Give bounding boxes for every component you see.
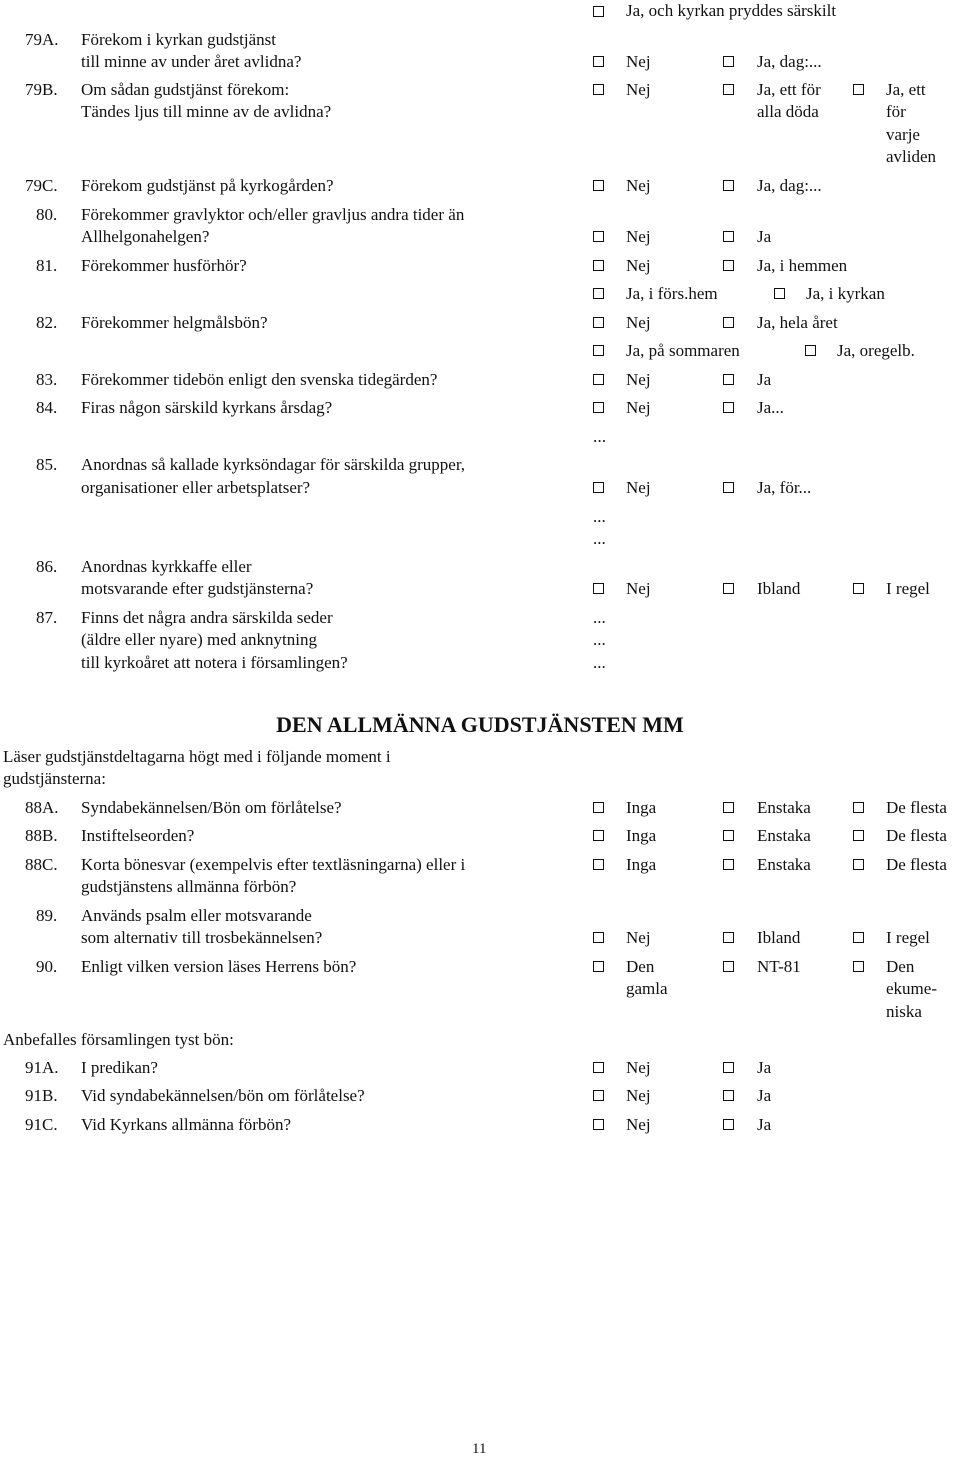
checkbox-88b-deflesta[interactable] [853, 830, 864, 841]
question-number-82: 82. [36, 313, 58, 332]
option-85-nej: Nej [626, 478, 651, 497]
question-number-91c: 91C. [25, 1115, 58, 1134]
checkbox-79a-top[interactable] [593, 6, 604, 17]
checkbox-81-hemmen[interactable] [723, 260, 734, 271]
option-79b-ja-varje-l2: för [886, 102, 906, 121]
option-88a-inga: Inga [626, 798, 657, 817]
question-79a-line1: Förekom i kyrkan gudstjänst [81, 30, 277, 49]
question-89-line1: Används psalm eller motsvarande [81, 906, 312, 925]
question-81: Förekommer husförhör? [81, 256, 247, 275]
option-81-kyrkan: Ja, i kyrkan [806, 284, 885, 303]
checkbox-88c-enstaka[interactable] [723, 859, 734, 870]
option-88a-enstaka: Enstaka [757, 798, 811, 817]
checkbox-91a-nej[interactable] [593, 1062, 604, 1073]
option-82-nej: Nej [626, 313, 651, 332]
question-number-89: 89. [36, 906, 58, 925]
checkbox-81-kyrkan[interactable] [774, 288, 785, 299]
option-90-gamla-l2: gamla [626, 979, 668, 998]
checkbox-88b-enstaka[interactable] [723, 830, 734, 841]
question-number-91a: 91A. [25, 1058, 59, 1077]
question-88c-line2: gudstjänstens allmänna förbön? [81, 877, 297, 896]
option-79c-ja: Ja, dag:... [757, 176, 822, 195]
option-79b-ja-varje-l4: avliden [886, 147, 937, 166]
checkbox-91b-ja[interactable] [723, 1090, 734, 1101]
question-79a-line2: till minne av under året avlidna? [81, 52, 302, 71]
question-number-88a: 88A. [25, 798, 59, 817]
option-79b-ja-varje-l3: varje [886, 125, 920, 144]
question-91c: Vid Kyrkans allmänna förbön? [81, 1115, 292, 1134]
option-91c-nej: Nej [626, 1115, 651, 1134]
answer-line-87-2[interactable]: ... [593, 630, 606, 649]
question-number-81: 81. [36, 256, 58, 275]
checkbox-82-sommaren[interactable] [593, 345, 604, 356]
option-90-ekumeniska-l2: ekume- [886, 979, 937, 998]
option-81-hemmen: Ja, i hemmen [757, 256, 848, 275]
option-79b-nej: Nej [626, 80, 651, 99]
option-88c-enstaka: Enstaka [757, 855, 811, 874]
option-88b-deflesta: De flesta [886, 826, 947, 845]
question-number-80: 80. [36, 205, 58, 224]
checkbox-91a-ja[interactable] [723, 1062, 734, 1073]
question-79b-line2: Tändes ljus till minne av de avlidna? [81, 102, 332, 121]
checkbox-80-nej[interactable] [593, 231, 604, 242]
question-91a: I predikan? [81, 1058, 158, 1077]
option-89-ibland: Ibland [757, 928, 801, 947]
intro-text-line1: Läser gudstjänstdeltagarna högt med i följande moment i [3, 747, 391, 766]
option-81-forshem: Ja, i förs.hem [626, 284, 718, 303]
question-87-line1: Finns det några andra särskilda seder [81, 608, 333, 627]
option-88b-inga: Inga [626, 826, 657, 845]
question-number-90: 90. [36, 957, 58, 976]
option-86-iregel: I regel [886, 579, 930, 598]
answer-line-85-2[interactable]: ... [593, 529, 606, 548]
option-81-nej: Nej [626, 256, 651, 275]
checkbox-88c-inga[interactable] [593, 859, 604, 870]
checkbox-89-iregel[interactable] [853, 932, 864, 943]
option-82-hela: Ja, hela året [757, 313, 838, 332]
question-86-line1: Anordnas kyrkkaffe eller [81, 557, 252, 576]
checkbox-86-iregel[interactable] [853, 583, 864, 594]
option-79b-ja-varje-l1: Ja, ett [886, 80, 926, 99]
option-80-ja: Ja [757, 227, 772, 246]
checkbox-79b-ja-varje[interactable] [853, 84, 864, 95]
answer-line-84[interactable]: ... [593, 427, 607, 446]
option-84-nej: Nej [626, 398, 651, 417]
checkbox-85-ja[interactable] [723, 482, 734, 493]
option-89-nej: Nej [626, 928, 651, 947]
option-79b-ja-alla-l2: alla döda [757, 102, 819, 121]
option-90-ekumeniska-l3: niska [886, 1002, 922, 1021]
question-number-87: 87. [36, 608, 58, 627]
question-80-line1: Förekommer gravlyktor och/eller gravljus andra tider än [81, 205, 465, 224]
question-number-88b: 88B. [25, 826, 58, 845]
option-82-oregelb: Ja, oregelb. [837, 341, 915, 360]
option-90-nt81: NT-81 [757, 957, 801, 976]
option-84-ja: Ja... [757, 398, 784, 417]
checkbox-86-nej[interactable] [593, 583, 604, 594]
option-90-ekumeniska-l1: Den [886, 957, 915, 976]
option-91a-nej: Nej [626, 1058, 651, 1077]
checkbox-81-forshem[interactable] [593, 288, 604, 299]
option-88b-enstaka: Enstaka [757, 826, 811, 845]
option-82-sommaren: Ja, på sommaren [626, 341, 740, 360]
question-84: Firas någon särskild kyrkans årsdag? [81, 398, 333, 417]
question-90: Enligt vilken version läses Herrens bön? [81, 957, 357, 976]
checkbox-79b-nej[interactable] [593, 84, 604, 95]
checkbox-88a-enstaka[interactable] [723, 802, 734, 813]
answer-line-87-3[interactable]: ... [593, 653, 606, 672]
option-91c-ja: Ja [757, 1115, 772, 1134]
option-86-ibland: Ibland [757, 579, 801, 598]
option-79a-top: Ja, och kyrkan pryddes särskilt [626, 1, 837, 20]
checkbox-89-ibland[interactable] [723, 932, 734, 943]
checkbox-88a-deflesta[interactable] [853, 802, 864, 813]
question-87-line2: (äldre eller nyare) med anknytning [81, 630, 318, 649]
option-91a-ja: Ja [757, 1058, 772, 1077]
checkbox-82-nej[interactable] [593, 317, 604, 328]
question-85-line2: organisationer eller arbetsplatser? [81, 478, 311, 497]
question-number-79c: 79C. [25, 176, 58, 195]
option-88c-inga: Inga [626, 855, 657, 874]
checkbox-84-nej[interactable] [593, 402, 604, 413]
question-number-91b: 91B. [25, 1086, 58, 1105]
option-88c-deflesta: De flesta [886, 855, 947, 874]
question-number-84: 84. [36, 398, 58, 417]
page-number: 11 [472, 1441, 487, 1457]
question-85-line1: Anordnas så kallade kyrksöndagar för särskilda grupper, [81, 455, 466, 474]
checkbox-79a-ja[interactable] [723, 56, 734, 67]
checkbox-90-gamla[interactable] [593, 961, 604, 972]
question-number-88c: 88C. [25, 855, 58, 874]
option-88a-deflesta: De flesta [886, 798, 947, 817]
checkbox-86-ibland[interactable] [723, 583, 734, 594]
question-87-line3: till kyrkoåret att notera i församlingen? [81, 653, 348, 672]
checkbox-88a-inga[interactable] [593, 802, 604, 813]
question-91b: Vid syndabekännelsen/bön om förlåtelse? [81, 1086, 365, 1105]
option-79a-nej: Nej [626, 52, 651, 71]
question-80-line2: Allhelgonahelgen? [81, 227, 210, 246]
checkbox-85-nej[interactable] [593, 482, 604, 493]
checkbox-79b-ja-alla[interactable] [723, 84, 734, 95]
checkbox-82-oregelb[interactable] [805, 345, 816, 356]
checkbox-83-ja[interactable] [723, 374, 734, 385]
answer-line-85-1[interactable]: ... [593, 507, 606, 526]
option-79b-ja-alla-l1: Ja, ett för [757, 80, 821, 99]
question-88b: Instiftelseorden? [81, 826, 195, 845]
option-90-gamla-l1: Den [626, 957, 655, 976]
question-86-line2: motsvarande efter gudstjänsterna? [81, 579, 314, 598]
checkbox-79c-nej[interactable] [593, 180, 604, 191]
answer-line-87-1[interactable]: ... [593, 608, 606, 627]
option-79a-ja: Ja, dag:... [757, 52, 822, 71]
checkbox-79c-ja[interactable] [723, 180, 734, 191]
question-number-83: 83. [36, 370, 58, 389]
checkbox-80-ja[interactable] [723, 231, 734, 242]
checkbox-90-nt81[interactable] [723, 961, 734, 972]
section-title: DEN ALLMÄNNA GUDSTJÄNSTEN MM [276, 712, 684, 737]
intro-text-line2: gudstjänsterna: [3, 769, 106, 788]
question-79c: Förekom gudstjänst på kyrkogården? [81, 176, 334, 195]
checkbox-88b-inga[interactable] [593, 830, 604, 841]
option-79c-nej: Nej [626, 176, 651, 195]
option-91b-nej: Nej [626, 1086, 651, 1105]
checkbox-91c-nej[interactable] [593, 1119, 604, 1130]
option-91b-ja: Ja [757, 1086, 772, 1105]
question-number-85: 85. [36, 455, 58, 474]
option-83-ja: Ja [757, 370, 772, 389]
checkbox-88c-deflesta[interactable] [853, 859, 864, 870]
option-83-nej: Nej [626, 370, 651, 389]
checkbox-81-nej[interactable] [593, 260, 604, 271]
checkbox-89-nej[interactable] [593, 932, 604, 943]
intro-text-silent-prayer: Anbefalles församlingen tyst bön: [3, 1030, 234, 1049]
question-number-79a: 79A. [25, 30, 59, 49]
checkbox-79a-nej[interactable] [593, 56, 604, 67]
question-83: Förekommer tidebön enligt den svenska tidegärden? [81, 370, 438, 389]
question-89-line2: som alternativ till trosbekännelsen? [81, 928, 323, 947]
checkbox-82-hela[interactable] [723, 317, 734, 328]
question-79b-line1: Om sådan gudstjänst förekom: [81, 80, 290, 99]
checkbox-91c-ja[interactable] [723, 1119, 734, 1130]
question-number-79b: 79B. [25, 80, 58, 99]
checkbox-90-ekumeniska[interactable] [853, 961, 864, 972]
checkbox-83-nej[interactable] [593, 374, 604, 385]
option-85-ja: Ja, för... [757, 478, 812, 497]
option-80-nej: Nej [626, 227, 651, 246]
option-89-iregel: I regel [886, 928, 930, 947]
checkbox-91b-nej[interactable] [593, 1090, 604, 1101]
option-86-nej: Nej [626, 579, 651, 598]
checkbox-84-ja[interactable] [723, 402, 734, 413]
question-88c-line1: Korta bönesvar (exempelvis efter textläsningarna) eller i [81, 855, 466, 874]
question-82: Förekommer helgmålsbön? [81, 313, 268, 332]
question-88a: Syndabekännelsen/Bön om förlåtelse? [81, 798, 342, 817]
question-number-86: 86. [36, 557, 58, 576]
